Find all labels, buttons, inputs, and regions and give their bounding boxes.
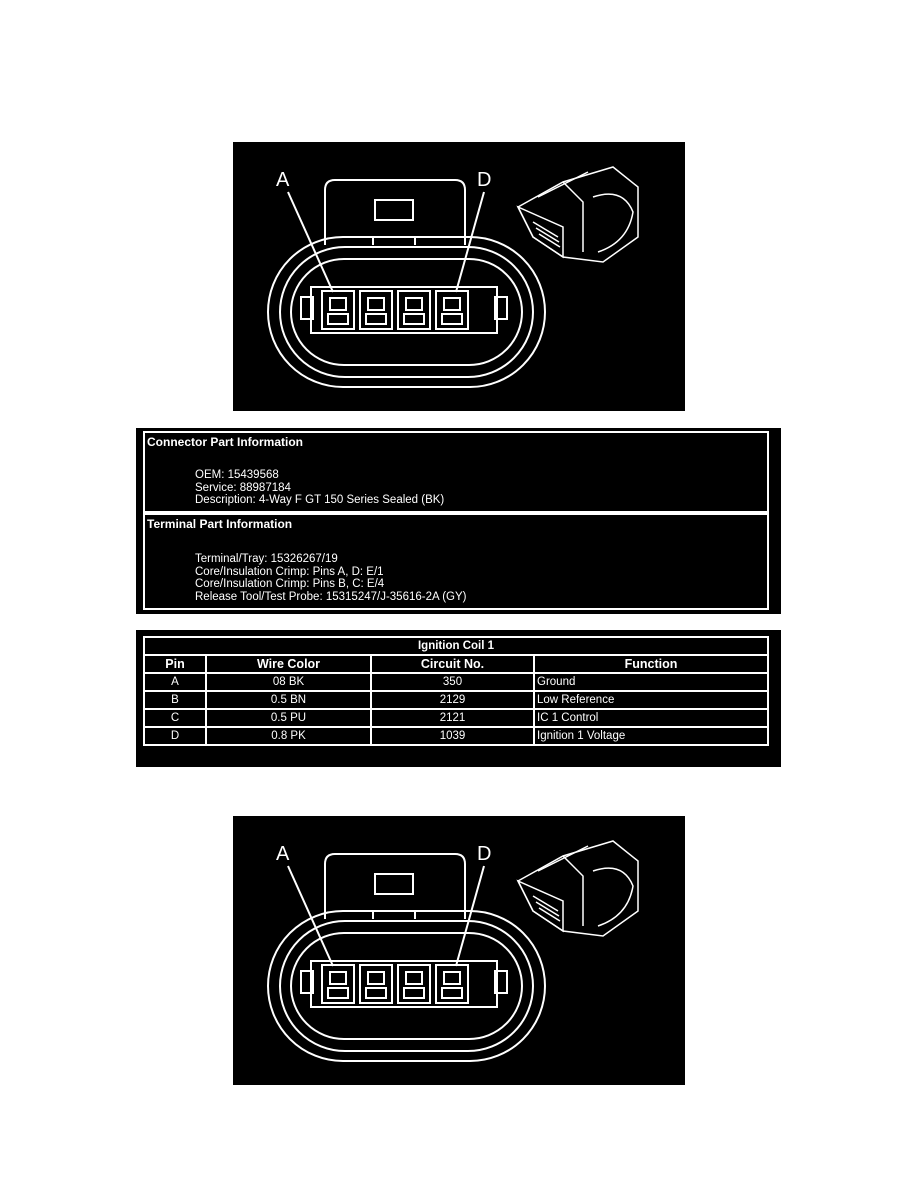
part-information-panel: [136, 428, 781, 614]
terminal-part-info: [143, 513, 769, 610]
cell-pin: C: [144, 709, 206, 727]
cell-function: Ground: [534, 673, 768, 691]
connector-3d-drawing: [518, 841, 638, 936]
connector-3d-drawing: [518, 167, 638, 262]
connector-diagram-bottom: [233, 816, 685, 1085]
pinout-table-panel: [136, 630, 781, 767]
cell-wire-color: 0.5 BN: [206, 691, 371, 709]
table-row: [144, 727, 768, 745]
cell-function: Ignition 1 Voltage: [534, 727, 768, 745]
cell-function: IC 1 Control: [534, 709, 768, 727]
cell-wire-color: 08 BK: [206, 673, 371, 691]
header-wire-color: Wire Color: [206, 655, 371, 673]
terminal-tray-line: Terminal/Tray: 15326267/19: [195, 553, 338, 565]
cell-wire-color: 0.8 PK: [206, 727, 371, 745]
pin-label-a: A: [276, 169, 290, 191]
table-title: Ignition Coil 1: [144, 637, 768, 655]
cell-circuit: 1039: [371, 727, 534, 745]
pin-label-d: D: [477, 843, 492, 865]
connector-face-drawing: [268, 180, 545, 387]
header-function: Function: [534, 655, 768, 673]
cell-circuit: 350: [371, 673, 534, 691]
connector-part-info: [143, 431, 769, 513]
table-row: [144, 709, 768, 727]
cell-wire-color: 0.5 PU: [206, 709, 371, 727]
cell-circuit: 2129: [371, 691, 534, 709]
cell-pin: A: [144, 673, 206, 691]
connector-diagram-top: [233, 142, 685, 411]
service-line: Service: 88987184: [195, 481, 291, 494]
table-row: [144, 673, 768, 691]
header-circuit: Circuit No.: [371, 655, 534, 673]
connector-face-drawing: [268, 854, 545, 1061]
connector-info-heading: Connector Part Information: [147, 435, 304, 449]
header-pin: Pin: [144, 655, 206, 673]
pin-label-d: D: [477, 169, 492, 191]
cell-function: Low Reference: [534, 691, 768, 709]
cell-circuit: 2121: [371, 709, 534, 727]
pin-cavities: [322, 291, 468, 329]
cell-pin: B: [144, 691, 206, 709]
oem-line: OEM: 15439568: [195, 469, 279, 481]
crimp-ad-line: Core/Insulation Crimp: Pins A, D: E/1: [195, 565, 384, 578]
release-tool-line: Release Tool/Test Probe: 15315247/J-35616-2A (GY): [195, 590, 467, 603]
pin-cavities: [322, 965, 468, 1003]
pin-label-a: A: [276, 843, 290, 865]
description-line: Description: 4-Way F GT 150 Series Sealed (BK): [195, 494, 445, 506]
cell-pin: D: [144, 727, 206, 745]
pinout-table: [143, 636, 769, 746]
terminal-info-heading: Terminal Part Information: [147, 517, 293, 531]
crimp-bc-line: Core/Insulation Crimp: Pins B, C: E/4: [195, 578, 385, 590]
table-row: [144, 691, 768, 709]
